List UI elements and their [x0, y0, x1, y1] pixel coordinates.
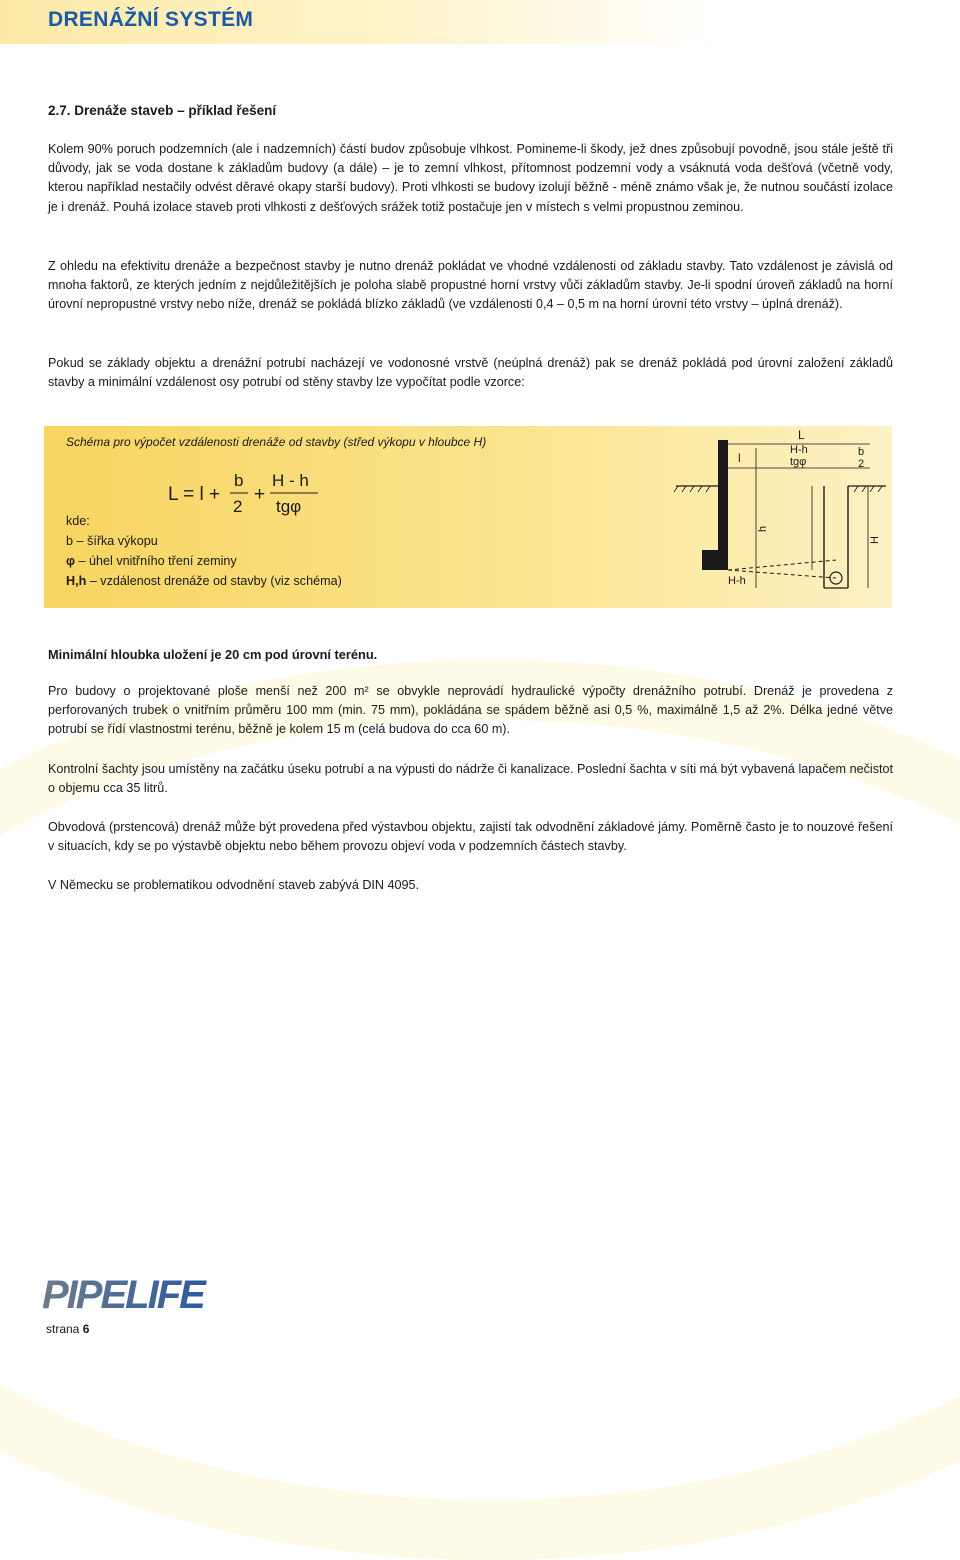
schema-box — [44, 426, 892, 608]
pipelife-logo — [40, 1266, 210, 1316]
formula-frac2-numerator: H - h — [272, 471, 309, 490]
paragraph-6: Obvodová (prstencová) drenáž může být provedena před výstavbou objektu, zajistí tak odvodnění základové jámy. Poměrně často je to nouzové řešení v situacích, kdy se po výstavbě objektu nebo během provozu objeví voda v podzemních částech stavby. — [48, 820, 893, 854]
legend-item-hh — [66, 571, 342, 591]
formula-legend — [66, 511, 342, 591]
diagram-label-h: h — [757, 525, 769, 532]
diagram-label-l: l — [738, 451, 741, 465]
page-number-value: 6 — [82, 1322, 90, 1336]
formula-lhs: L = l + — [168, 484, 221, 505]
distance-formula — [168, 466, 368, 516]
formula-frac2-denominator: tgφ — [276, 497, 302, 516]
diagram-label-hh-bottom: H-h — [728, 575, 746, 587]
excavation-diagram — [672, 428, 892, 606]
diagram-label-hh-den: tgφ — [790, 456, 807, 468]
legend-kde: kde: — [66, 514, 90, 528]
schema-caption: Schéma pro výpočet vzdálenosti drenáže od stavby (střed výkopu v hloubce H) — [66, 435, 487, 449]
diagram-label-b-num: b — [858, 446, 865, 458]
legend-symbol: b — [66, 534, 74, 548]
paragraph-shafts — [48, 760, 893, 798]
paragraph-1: Kolem 90% poruch podzemních (ale i nadzemních) částí budov způsobuje vlhkost. Pomineme-li škody, jež dnes způsobují povodně, jsou stále ještě tři důvody, jak se voda dostane k základům budovy (a dále) – je to zemní vlhkost, přítomnost podzemní vody a vsáknutá voda dešťová (včetně vody, kterou například nestačily odvést děravé okapy starší budovy). Proti vlhkosti se budovy izolují běžně - méně známo však je, že nutnou součástí izolace je i drenáž. Pouhá izolace staveb proti vlhkosti z dešťových srážek totiž postačuje jen v místech s velmi propustnou zeminou. — [48, 142, 893, 214]
legend-symbol: φ — [66, 554, 76, 568]
legend-symbol: H,h — [66, 574, 87, 588]
paragraph-din — [48, 876, 893, 895]
legend-item-phi — [66, 551, 342, 571]
formula-plus: + — [254, 484, 266, 505]
building-wall — [702, 440, 728, 570]
paragraph-5: Kontrolní šachty jsou umístěny na začátku úseku potrubí a na výpusti do nádrže či kanalizace. Poslední šachta v síti má být vybavená lapačem nečistot o objemu cca 35 litrů. — [48, 762, 893, 796]
min-depth-statement: Minimální hloubka uložení je 20 cm pod úrovní terénu. — [48, 647, 378, 662]
paragraph-7: V Německu se problematikou odvodnění staveb zabývá DIN 4095. — [48, 878, 420, 892]
min-depth-block — [48, 645, 893, 664]
ground-hatching — [674, 486, 882, 492]
document-title: DRENÁŽNÍ SYSTÉM — [48, 8, 254, 31]
logo-wordmark: PIPELIFE — [42, 1273, 204, 1316]
paragraph-formula-intro — [48, 354, 893, 392]
diagram-label-hh-num: H-h — [790, 444, 808, 456]
legend-text: – úhel vnitřního tření zeminy — [78, 554, 237, 568]
diagram-label-b-den: 2 — [858, 458, 865, 470]
paragraph-efficiency — [48, 257, 893, 315]
page-number — [46, 1322, 89, 1336]
paragraph-perimeter — [48, 818, 893, 856]
paragraph-2: Z ohledu na efektivitu drenáže a bezpečnost stavby je nutno drenáž pokládat ve vhodné vzdálenosti od základu stavby. Tato vzdálenost je závislá od mnoha faktorů, ze kterých jedním z nejdůležitějších je poloha slabě propustné horní vrstvy vůči základům stavby. Je-li spodní úroveň základů na horní úrovní nepropustné vrstvy nebo níže, drenáž se pokládá blízko základů (ve vzdálenosti 0,4 – 0,5 m na horní úrovní této vrstvy – úplná drenáž). — [48, 259, 893, 312]
paragraph-intro — [48, 140, 893, 217]
legend-item-b — [66, 531, 342, 551]
formula-frac1-numerator: b — [234, 471, 244, 490]
section-heading: 2.7. Drenáže staveb – příklad řešení — [48, 103, 277, 118]
friction-angle-line — [728, 560, 836, 570]
legend-text: – vzdálenost drenáže od stavby (viz schéma) — [89, 574, 342, 588]
page-label: strana — [46, 1322, 80, 1336]
diagram-label-H: H — [869, 536, 881, 544]
paragraph-4: Pro budovy o projektované ploše menší než 200 m² se obvykle neprovádí hydraulické výpočty drenážního potrubí. Drenáž je provedena z perforovaných trubek o vnitřním průměru 100 mm (min. 75 mm), pokládána se spádem běžně asi 0,5 %, maximálně 1,5 až 2%. Délka jedné větve potrubí se řídí vlastnostmi terénu, běžně je kolem 15 m (celá budova do cca 60 m). — [48, 684, 893, 737]
paragraph-3: Pokud se základy objektu a drenážní potrubí nacházejí ve vodonosné vrstvě (neúplná drenáž) pak se drenáž pokládá pod úrovní založení základů stavby a minimální vzdálenost osy potrubí od stěny stavby lze vypočítat podle vzorce: — [48, 356, 893, 390]
legend-text: – šířka výkopu — [76, 534, 158, 548]
diagram-label-L: L — [798, 428, 805, 442]
formula-frac1-denominator: 2 — [233, 497, 243, 516]
paragraph-hydraulics — [48, 682, 893, 740]
